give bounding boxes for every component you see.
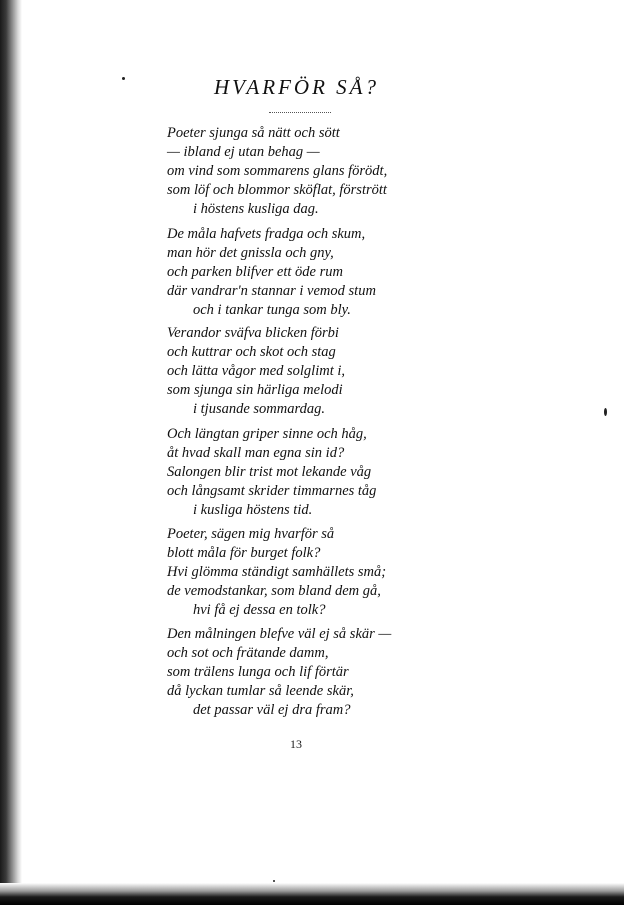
poem-line: hvi få ej dessa en tolk? bbox=[193, 602, 326, 618]
poem-line: man hör det gnissla och gny, bbox=[167, 245, 334, 261]
poem-line: och sot och frätande damm, bbox=[167, 645, 329, 661]
poem-line: och lätta vågor med solglimt i, bbox=[167, 363, 346, 379]
stanza-1 bbox=[167, 124, 387, 219]
poem-line: Hvi glömma ständigt samhällets små; bbox=[167, 564, 387, 580]
poem-line: Salongen blir trist mot lekande våg bbox=[167, 464, 372, 480]
poem-line: som sjunga sin härliga melodi bbox=[167, 382, 343, 398]
poem-line: i tjusande sommardag. bbox=[193, 401, 325, 417]
poem-line: De måla hafvets fradga och skum, bbox=[167, 226, 366, 242]
poem-line: och långsamt skrider timmarnes tåg bbox=[167, 483, 377, 499]
poem-line: Och längtan griper sinne och håg, bbox=[167, 426, 367, 442]
poem-line: det passar väl ej dra fram? bbox=[193, 702, 351, 718]
stanza-2 bbox=[167, 225, 376, 320]
poem-line: och parken blifver ett öde rum bbox=[167, 264, 343, 280]
poem-title: HVARFÖR SÅ? bbox=[214, 75, 379, 99]
poem-line: i kusliga höstens tid. bbox=[193, 502, 313, 518]
poem-title-wrap bbox=[214, 75, 379, 99]
paper-speck bbox=[122, 77, 125, 80]
paper-speck bbox=[273, 880, 275, 882]
poem-line: som trälens lunga och lif förtär bbox=[167, 664, 349, 680]
poem-line: åt hvad skall man egna sin id? bbox=[167, 445, 345, 461]
poem-line: de vemodstankar, som bland dem gå, bbox=[167, 583, 381, 599]
poem-line: Poeter sjunga så nätt och sött bbox=[167, 125, 340, 141]
poem-line: och kuttrar och skot och stag bbox=[167, 344, 336, 360]
poem-line: som löf och blommor sköflat, förstrött bbox=[167, 182, 387, 198]
stanza-3 bbox=[167, 324, 345, 419]
poem-line: Poeter, sägen mig hvarför så bbox=[167, 526, 335, 542]
poem-line: då lyckan tumlar så leende skär, bbox=[167, 683, 354, 699]
poem-line: och i tankar tunga som bly. bbox=[193, 302, 351, 318]
paper-speck bbox=[604, 408, 607, 416]
stanza-5 bbox=[167, 525, 386, 620]
stanza-6 bbox=[167, 625, 391, 720]
poem-line: där vandrar'n stannar i vemod stum bbox=[167, 283, 376, 299]
poem-line: blott måla för burget folk? bbox=[167, 545, 321, 561]
poem-line: Verandor sväfva blicken förbi bbox=[167, 325, 339, 341]
page-number: 13 bbox=[290, 737, 302, 751]
stanza-4 bbox=[167, 425, 376, 520]
poem-line: — ibland ej utan behag — bbox=[167, 144, 320, 160]
poem-line: Den målningen blefve väl ej så skär — bbox=[167, 626, 392, 642]
poem-line: i höstens kusliga dag. bbox=[193, 201, 319, 217]
title-divider bbox=[269, 112, 331, 114]
poem-line: om vind som sommarens glans förödt, bbox=[167, 163, 388, 179]
